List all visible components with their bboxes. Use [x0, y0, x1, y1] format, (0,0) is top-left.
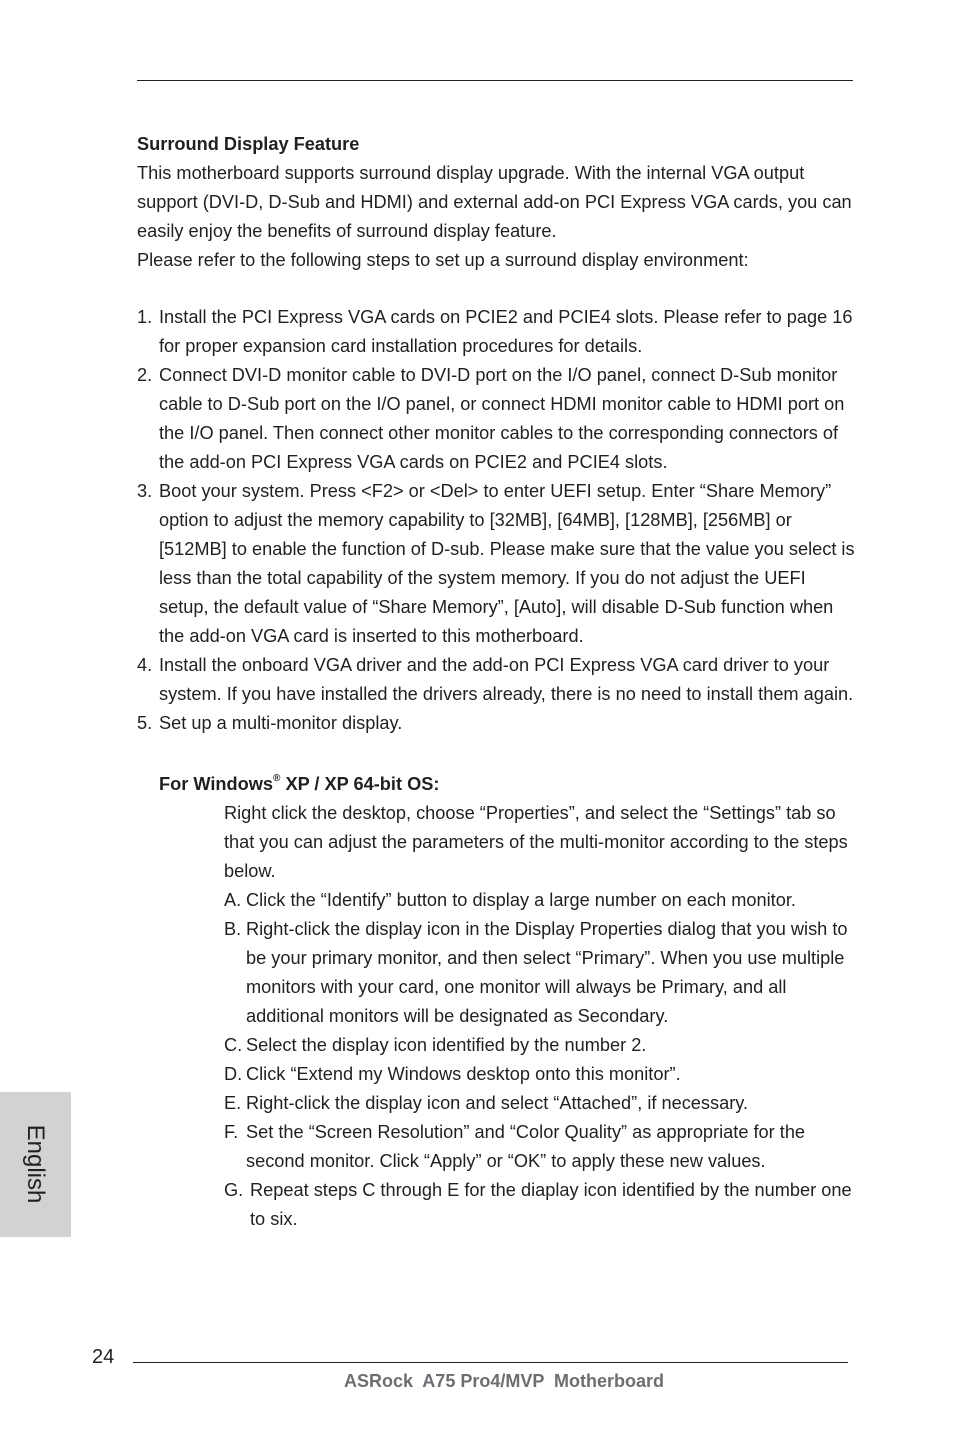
step-text: Select the display icon identified by the number 2. [246, 1035, 647, 1056]
step-text: Install the PCI Express VGA cards on PCIE2 and PCIE4 slots. Please refer to page 16 for proper expansion card installation procedures for details. [159, 307, 853, 356]
step-letter: D. [224, 1064, 243, 1085]
step-text: Install the onboard VGA driver and the add-on PCI Express VGA card driver to your system. If you have installed the drivers already, there is no need to install them again. [159, 655, 854, 704]
list-item [224, 1060, 854, 1089]
step-number: 4. [137, 655, 153, 675]
list-item [224, 1118, 854, 1176]
list-item [224, 1089, 854, 1118]
step-number: 5. [137, 713, 153, 733]
step-text: Right-click the display icon in the Display Properties dialog that you wish to be your primary monitor, and then select “Primary”. When you use multiple monitors with your card, one monitor will always be Primary, and all additional monitors will be designated as Secondary. [246, 919, 848, 1027]
list-item [137, 303, 857, 361]
language-side-tab [0, 1092, 71, 1237]
step-letter: E. [224, 1093, 242, 1114]
footer-rule [133, 1362, 848, 1363]
step-letter: A. [224, 890, 242, 911]
step-letter: G. [224, 1180, 244, 1201]
step-text: Click the “Identify” button to display a large number on each monitor. [246, 890, 796, 911]
step-text: Boot your system. Press <F2> or <Del> to enter UEFI setup. Enter “Share Memory” option to adjust the memory capability to [32MB], [64MB], [128MB], [256MB] or [512MB] to enable the function of D-sub. Please make sure that the value you select is less than the total capability of the system memory. If you do not adjust the UEFI setup, the default value of “Share Memory”, [Auto], will disable D-Sub function when the add-on VGA card is inserted to this motherboard. [159, 481, 855, 646]
step-text: Set the “Screen Resolution” and “Color Quality” as appropriate for the second monitor. Click “Apply” or “OK” to apply these new values. [246, 1122, 806, 1172]
step-number: 2. [137, 365, 153, 385]
step-text: Connect DVI-D monitor cable to DVI-D port on the I/O panel, connect D-Sub monitor cable to D-Sub port on the I/O panel, or connect HDMI monitor cable to HDMI port on the I/O panel. Then connect other monitor cables to the corresponding connectors of the add-on PCI Express VGA cards on PCIE2 and PCIE4 slots. [159, 365, 845, 472]
list-item [224, 915, 854, 1031]
intro-paragraph: Please refer to the following steps to set up a surround display environment: [137, 250, 749, 270]
windows-xp-intro: Right click the desktop, choose “Properties”, and select the “Settings” tab so that you can adjust the parameters of the multi-monitor according to the steps below. [224, 803, 848, 882]
page-number: 24 [92, 1346, 115, 1368]
list-item [137, 709, 857, 738]
setup-steps-list [137, 303, 857, 738]
windows-xp-section [159, 766, 857, 1234]
windows-xp-heading: For Windows® XP / XP 64-bit OS: [159, 773, 440, 795]
list-item [137, 651, 857, 709]
section-heading: Surround Display Feature [137, 134, 360, 154]
step-text: Right-click the display icon and select “Attached”, if necessary. [246, 1093, 749, 1114]
step-letter: F. [224, 1122, 239, 1143]
page-content [137, 130, 857, 1234]
list-item [224, 1031, 854, 1060]
step-text: Set up a multi-monitor display. [159, 713, 403, 733]
list-item [137, 477, 857, 651]
intro-paragraph: This motherboard supports surround display upgrade. With the internal VGA output support (DVI-D, D-Sub and HDMI) and external add-on PCI Express VGA cards, you can easily enjoy the benefits of surround display feature. [137, 163, 852, 241]
header-rule [137, 80, 853, 81]
windows-xp-steps-list [224, 886, 854, 1234]
step-number: 1. [137, 307, 153, 327]
registered-mark: ® [273, 773, 281, 784]
step-number: 3. [137, 481, 153, 501]
list-item [224, 1176, 854, 1234]
step-text: Click “Extend my Windows desktop onto this monitor”. [246, 1064, 681, 1085]
footer-title: ASRock A75 Pro4/MVP Motherboard [343, 1371, 665, 1391]
language-label: English [22, 1124, 49, 1204]
list-item [224, 886, 854, 915]
step-text: Repeat steps C through E for the diaplay icon identified by the number one to six. [250, 1180, 852, 1230]
step-letter: C. [224, 1035, 243, 1056]
step-letter: B. [224, 919, 242, 940]
list-item [137, 361, 857, 477]
